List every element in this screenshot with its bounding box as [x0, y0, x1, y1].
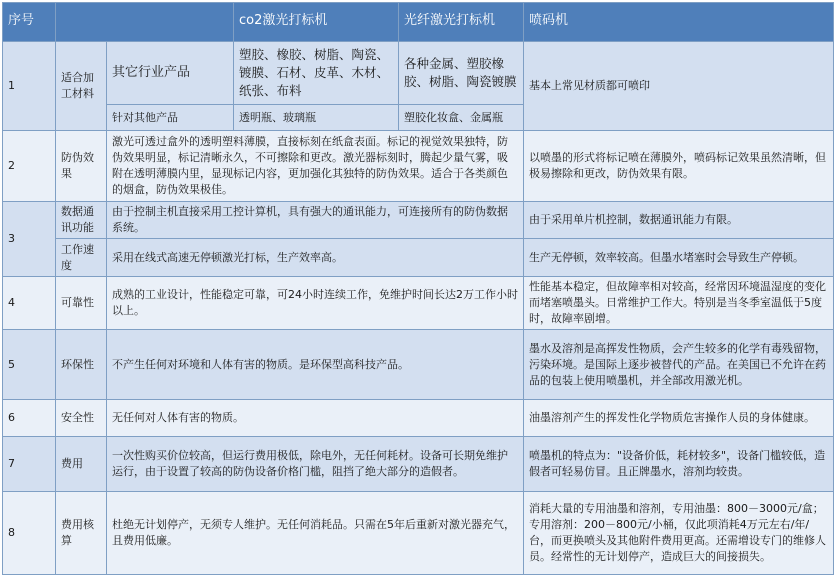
cell-laser: 杜绝无计划停产，无须专人维护。无任何消耗品。只需在5年后重新对激光器充气，且费用低廉。 [107, 491, 524, 574]
cell-fiber-materials: 各种金属、塑胶橡胶、树脂、陶瓷镀膜 [399, 41, 524, 105]
table-row [3, 400, 834, 437]
row-number: 8 [3, 491, 56, 574]
row-label: 环保性 [56, 330, 107, 400]
cell-inkjet: 生产无停顿，效率较高。但墨水堵塞时会导致生产停顿。 [524, 239, 834, 277]
row-number: 7 [3, 436, 56, 491]
cell-fiber-bottles: 塑胶化妆盒、金属瓶 [399, 105, 524, 130]
table-row [3, 330, 834, 400]
table-row [3, 436, 834, 491]
row-label: 费用核算 [56, 491, 107, 574]
cell-inkjet: 消耗大量的专用油墨和溶剂，专用油墨：800－3000元/盒；专用溶剂：200－800元/小桶，仅此项消耗4万元左右/年/台，而更换喷头及其他附件费用更高。还需增设专门的维修人员。经常性的无计划停产，造成巨大的间接损失。 [524, 491, 834, 574]
cell-inkjet: 油墨溶剂产生的挥发性化学物质危害操作人员的身体健康。 [524, 400, 834, 437]
header-row [3, 3, 834, 42]
header-blank [56, 3, 234, 42]
header-fiber-laser: 光纤激光打标机 [399, 3, 524, 42]
cell-laser: 采用在线式高速无停顿激光打标，生产效率高。 [107, 239, 524, 277]
row-number: 3 [3, 201, 56, 276]
header-inkjet: 喷码机 [524, 3, 834, 42]
cell-inkjet: 喷墨机的特点为："设备价低，耗材较多"，设备门槛较低，造假者可轻易仿冒。且正牌墨水，溶剂均较贵。 [524, 436, 834, 491]
table-row [3, 201, 834, 239]
comparison-table [2, 2, 834, 575]
row-number: 4 [3, 276, 56, 330]
cell-inkjet: 墨水及溶剂是高挥发性物质，会产生较多的化学有毒残留物，污染环境。是国际上逐步被替代的产品。在美国已不允许在药品的包装上使用喷墨机，并全部改用激光机。 [524, 330, 834, 400]
row-number: 6 [3, 400, 56, 437]
row-label: 数据通讯功能 [56, 201, 107, 239]
header-index: 序号 [3, 3, 56, 42]
row-number: 5 [3, 330, 56, 400]
table-row [3, 130, 834, 201]
cell-inkjet: 性能基本稳定，但故障率相对较高，经常因环境温湿度的变化而堵塞喷墨头。日常维护工作大。特别是当冬季室温低于5度时，故障率剧增。 [524, 276, 834, 330]
cell-laser: 一次性购买价位较高，但运行费用极低，除电外，无任何耗材。设备可长期免维护运行，由于设置了较高的防伪设备价格门槛，阻挡了绝大部分的造假者。 [107, 436, 524, 491]
row-label: 工作速度 [56, 239, 107, 277]
row-label: 适合加工材料 [56, 41, 107, 130]
cell-other-products: 其它行业产品 [107, 41, 234, 105]
row-number: 2 [3, 130, 56, 201]
cell-co2-bottles: 透明瓶、玻璃瓶 [234, 105, 399, 130]
cell-laser: 无任何对人体有害的物质。 [107, 400, 524, 437]
row-label: 费用 [56, 436, 107, 491]
table-row [3, 276, 834, 330]
cell-for-other-products: 针对其他产品 [107, 105, 234, 130]
row-label: 安全性 [56, 400, 107, 437]
row-label: 可靠性 [56, 276, 107, 330]
cell-laser: 不产生任何对环境和人体有害的物质。是环保型高科技产品。 [107, 330, 524, 400]
cell-co2-materials: 塑胶、橡胶、树脂、陶瓷、镀膜、石材、皮革、木材、纸张、布料 [234, 41, 399, 105]
table-row [3, 491, 834, 574]
cell-laser: 激光可透过盒外的透明塑料薄膜，直接标刻在纸盒表面。标记的视觉效果独特，防伪效果明显，标记清晰永久，不可擦除和更改。激光器标刻时，腾起少量气雾，吸附在透明薄膜内里，显现标记内容，更加强化其独特的防伪效果。适合于各类颜色的烟盒，防伪效果极佳。 [107, 130, 524, 201]
cell-laser: 由于控制主机直接采用工控计算机，具有强大的通讯能力，可连接所有的防伪数据系统。 [107, 201, 524, 239]
cell-laser: 成熟的工业设计，性能稳定可靠，可24小时连续工作，免维护时间长达2万工作小时以上。 [107, 276, 524, 330]
cell-inkjet: 以喷墨的形式将标记喷在薄膜外，喷码标记效果虽然清晰，但极易擦除和更改，防伪效果有限。 [524, 130, 834, 201]
row-number: 1 [3, 41, 56, 130]
table-row [3, 239, 834, 277]
cell-inkjet: 由于采用单片机控制，数据通讯能力有限。 [524, 201, 834, 239]
table-row [3, 41, 834, 105]
header-co2-laser: co2激光打标机 [234, 3, 399, 42]
row-label: 防伪效果 [56, 130, 107, 201]
cell-inkjet-materials: 基本上常见材质都可喷印 [524, 41, 834, 130]
